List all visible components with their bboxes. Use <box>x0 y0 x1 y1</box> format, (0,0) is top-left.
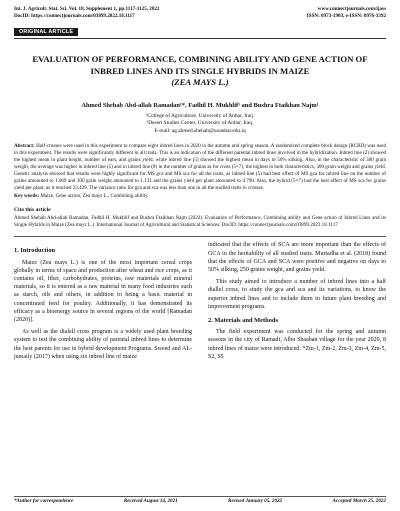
body-columns <box>14 241 386 365</box>
intro-paragraph-4: This study aimed to introduce a number of inbred lines into a half diallel cross, to study the gca and sca and its variations, to know the superior inbred lines and to include them in future plant breeding and improvement programs. <box>208 279 386 310</box>
keywords-text: Maize, Gene action, Zea mays L., Combining ability. <box>40 192 149 199</box>
cite-text: Ahmed Shehab Abd-allah Ramadan, Fadhil H. Mukhlif and Bushra Ftaikhan Najm (2022). Evaluation of Performance, Combining ability and Gene action of Inbred Lines and its Single Hybrids in Maize (Zea mays L.). International Journal of Agricultural and Statistical Sciences. DocID: https://connectjournals.com/03899.2022.18.1117 <box>14 214 386 228</box>
affiliation-2: ²Desert Studies Center, University of Anbar, Iraq. <box>146 120 254 127</box>
journal-doi[interactable]: DocID: https://connectjournals.com/03899.2022.18.1117 <box>14 13 135 19</box>
article-title <box>24 54 376 89</box>
received-date: Received August 14, 2021 <box>123 498 178 504</box>
left-column <box>14 241 192 365</box>
intro-paragraph-2: As well as the dialell cross program is a widely used plant breeding system to test the combining ability of parental inbred lines to determine the best parents for use in hybrid development Programs. Sweed and AL-jumaily (2017) when using six inbred line of maize <box>14 329 192 360</box>
journal-website[interactable]: www.connectjournals.com/ijass <box>317 6 386 12</box>
affiliation-1: ¹College of Agriculture, University of Anbar, Iraq. <box>145 112 255 119</box>
title-main: EVALUATION OF PERFORMANCE, COMBINING ABILITY AND GENE ACTION OF INBRED LINES AND ITS SINGLE HYBRIDS IN MAIZE <box>32 54 368 76</box>
cite-heading: Cite this article <box>14 206 51 213</box>
right-column <box>208 241 386 365</box>
methods-paragraph-1: The field experiment was conducted for the spring and autumn seasons in the city of Ramadi, Albu Shaaban village for the year 2020, 8 inbred lines of maize were introduced: *Zm-1, Zm-2, Zm-3, Zm-4, Zm-5, S2, S5 <box>208 329 386 360</box>
intro-heading: 1. Introduction <box>14 247 56 255</box>
contact-email[interactable]: E-mail: ag.ahmed.shehab@uoanbar.edu.iq <box>154 127 246 134</box>
methods-heading: 2. Materials and Methods <box>208 317 278 325</box>
intro-paragraph-3: indicated that the effects of SCA are more important than the effects of GCA in the heritability of all studied traits. Murtadha et al. (2018) found that the effects of GCA and SCA were positive and negative on days to 50% silking, 250 grains weight, and grains yield. <box>208 242 386 274</box>
intro-paragraph-1: Maize (Zea mays L.) is one of the most important cereal crops globally in terms of space and production after wheat and rice crops, as it contains oil, fiber, carbohydrates, proteins, raw materials and mineral materials, so it is entered as a raw material in many food industries such as starch, oils and others, in addition to being a basic material in concentrated feed for poultry. Additionally, it has demonstrated its efficacy as a bioenergy source in several regions of the world [Ramadan (2020)]. <box>14 259 192 324</box>
revised-date: Revised January 05, 2022 <box>228 498 283 504</box>
article-footer <box>14 496 386 504</box>
abstract-text: Half-crosses were used in this experiment to compare eight inbred lines in 2020 in the autumn and spring season. A randomized complete block design (RCBD) was used in this experiment. The results were significantly different in all traits. This is an indication of the different parental inbred lines involved in the hybridization. Inbred line (2) showed the highest mean in plant height, number of ears, and grains yield, while inbred line (5) showed the highest mean in days to 50% silking. Also, in the characteristic of 300 grain weight, the average was higher in inbred line (5) and in inbred line (8) in the number of grains as for cross (5×7), the highest in both characteristics, 300 grain weight and grains yield. Genetic analysis showed that results were highly significant for MS gca and MS sca for all the traits, as inbred line (5) had best effect of MS gca for inbred line on the number of grains amounted to 1.069 and 300 grain weight amounted to 1.131 and the grains yield per plant amounted to 4.790. Also, the hybrid (5×7) had the best effect of MS sca for grains yield per plant, as it reached 23.429. The variance ratio for gca and sca was less than one in all the studied traits in crosses. <box>14 143 386 191</box>
correspondence-note: *Author for correspondence <box>14 498 74 504</box>
author-list: Ahmed Shehab Abd-allah Ramadan¹*, Fadhil H. Mukhlif¹ and Bushra Ftaikhan Najm¹ <box>81 101 319 109</box>
accepted-date: Accepted March 25, 2022 <box>332 498 386 504</box>
abstract-label: Abstract: <box>14 143 35 150</box>
affiliations <box>14 113 386 136</box>
title-species: (ZEA MAYS L.) <box>171 77 229 87</box>
article-page <box>14 6 386 506</box>
article-type-badge: ORIGINAL ARTICLE <box>14 28 78 36</box>
abstract <box>14 143 386 191</box>
header-divider <box>14 38 386 39</box>
journal-issn: ISSN: 0973-1903, e-ISSN: 0976-3392 <box>306 13 386 19</box>
keywords-label: Key words: <box>14 192 40 199</box>
journal-citation: Int. J. Agricult. Stat. Sci. Vol. 18, Supplement 1, pp.1117-1125, 2022 <box>14 6 160 12</box>
keywords <box>14 193 386 199</box>
body-divider <box>14 236 386 237</box>
journal-header <box>14 6 386 20</box>
